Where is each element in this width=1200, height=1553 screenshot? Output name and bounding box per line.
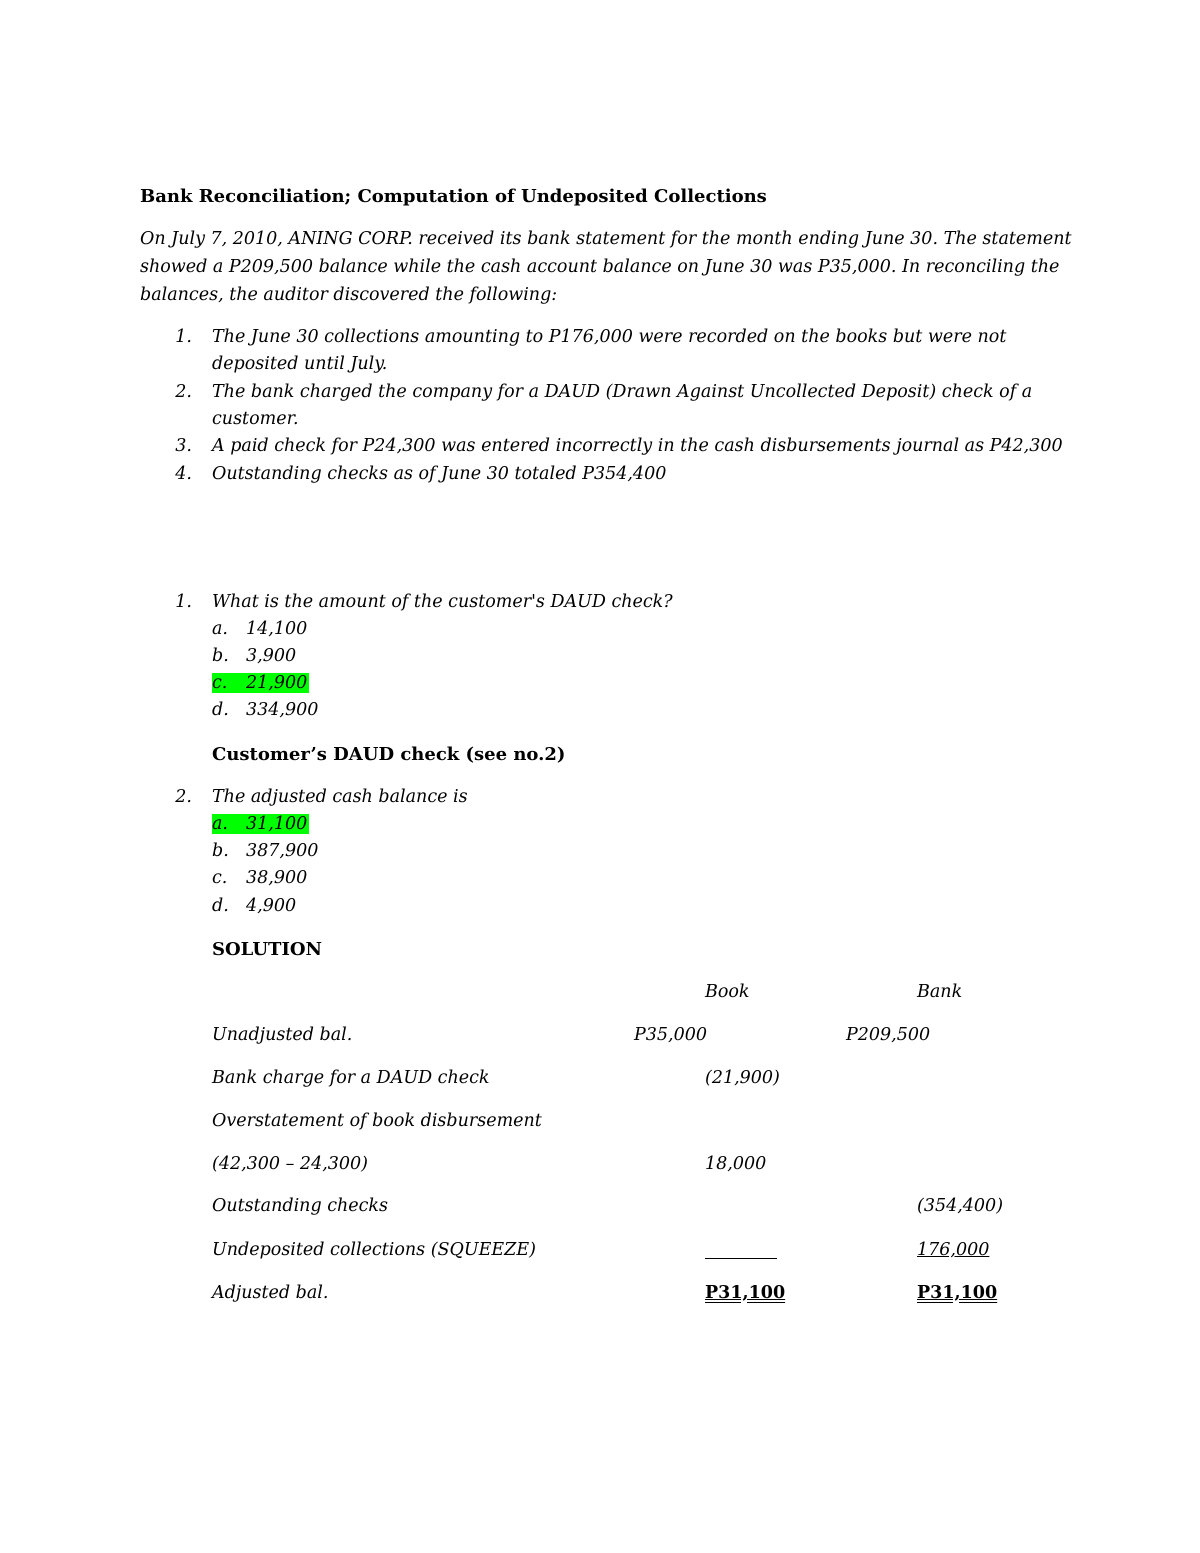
bank-value: (354,400) xyxy=(917,1196,1004,1216)
list-number: 1. xyxy=(175,327,192,347)
bank-value: 176,000 xyxy=(917,1240,990,1260)
option-b: b. 3,900 xyxy=(212,646,297,666)
book-value: 18,000 xyxy=(705,1154,767,1174)
option-c-highlighted-answer: c. 21,900 xyxy=(212,673,308,693)
row-label: Unadjusted bal. xyxy=(212,1025,353,1045)
option-a-highlighted-answer: a. 31,100 xyxy=(212,814,308,834)
list-item: The bank charged the company for a DAUD (Drawn Against Uncollected Deposit) check of a xyxy=(212,382,1033,402)
row-label: Adjusted bal. xyxy=(212,1283,329,1303)
solution-heading: SOLUTION xyxy=(212,939,322,960)
question-text: What is the amount of the customer's DAUD check? xyxy=(212,592,673,612)
list-item: Outstanding checks as of June 30 totaled P354,400 xyxy=(212,464,667,484)
list-number: 4. xyxy=(175,464,192,484)
bank-value: P209,500 xyxy=(846,1025,931,1045)
book-value: P35,000 xyxy=(634,1025,708,1045)
intro-line: On July 7, 2010, ANING CORP. received its bank statement for the month ending June 30. The statement xyxy=(140,229,1072,249)
option-d: d. 334,900 xyxy=(212,700,319,720)
question-number: 1. xyxy=(175,592,192,612)
row-label: Overstatement of book disbursement xyxy=(212,1111,542,1131)
row-label: Undeposited collections (SQUEEZE) xyxy=(212,1240,536,1260)
list-number: 3. xyxy=(175,436,192,456)
bank-total: P31,100 xyxy=(917,1283,998,1303)
list-item: deposited until July. xyxy=(212,354,388,374)
answer-note: Customer’s DAUD check (see no.2) xyxy=(212,744,566,765)
page-title: Bank Reconciliation; Computation of Undeposited Collections xyxy=(140,186,767,207)
book-value: (21,900) xyxy=(705,1068,780,1088)
question-number: 2. xyxy=(175,787,192,807)
list-number: 2. xyxy=(175,382,192,402)
row-label: Bank charge for a DAUD check xyxy=(212,1068,490,1088)
intro-line: balances, the auditor discovered the following: xyxy=(140,285,558,305)
book-blank-underline xyxy=(705,1244,777,1263)
option-c: c. 38,900 xyxy=(212,868,308,888)
row-label: (42,300 – 24,300) xyxy=(212,1154,368,1174)
option-d: d. 4,900 xyxy=(212,896,297,916)
book-total: P31,100 xyxy=(705,1283,786,1303)
option-b: b. 387,900 xyxy=(212,841,319,861)
list-item: The June 30 collections amounting to P176,000 were recorded on the books but were not xyxy=(212,327,1007,347)
column-header-bank: Bank xyxy=(917,982,963,1002)
option-a: a. 14,100 xyxy=(212,619,308,639)
list-item: A paid check for P24,300 was entered incorrectly in the cash disbursements journal as P42,300 xyxy=(212,436,1063,456)
list-item: customer. xyxy=(212,409,299,429)
row-label: Outstanding checks xyxy=(212,1196,389,1216)
question-text: The adjusted cash balance is xyxy=(212,787,468,807)
intro-line: showed a P209,500 balance while the cash account balance on June 30 was P35,000. In reconciling the xyxy=(140,257,1060,277)
column-header-book: Book xyxy=(705,982,750,1002)
